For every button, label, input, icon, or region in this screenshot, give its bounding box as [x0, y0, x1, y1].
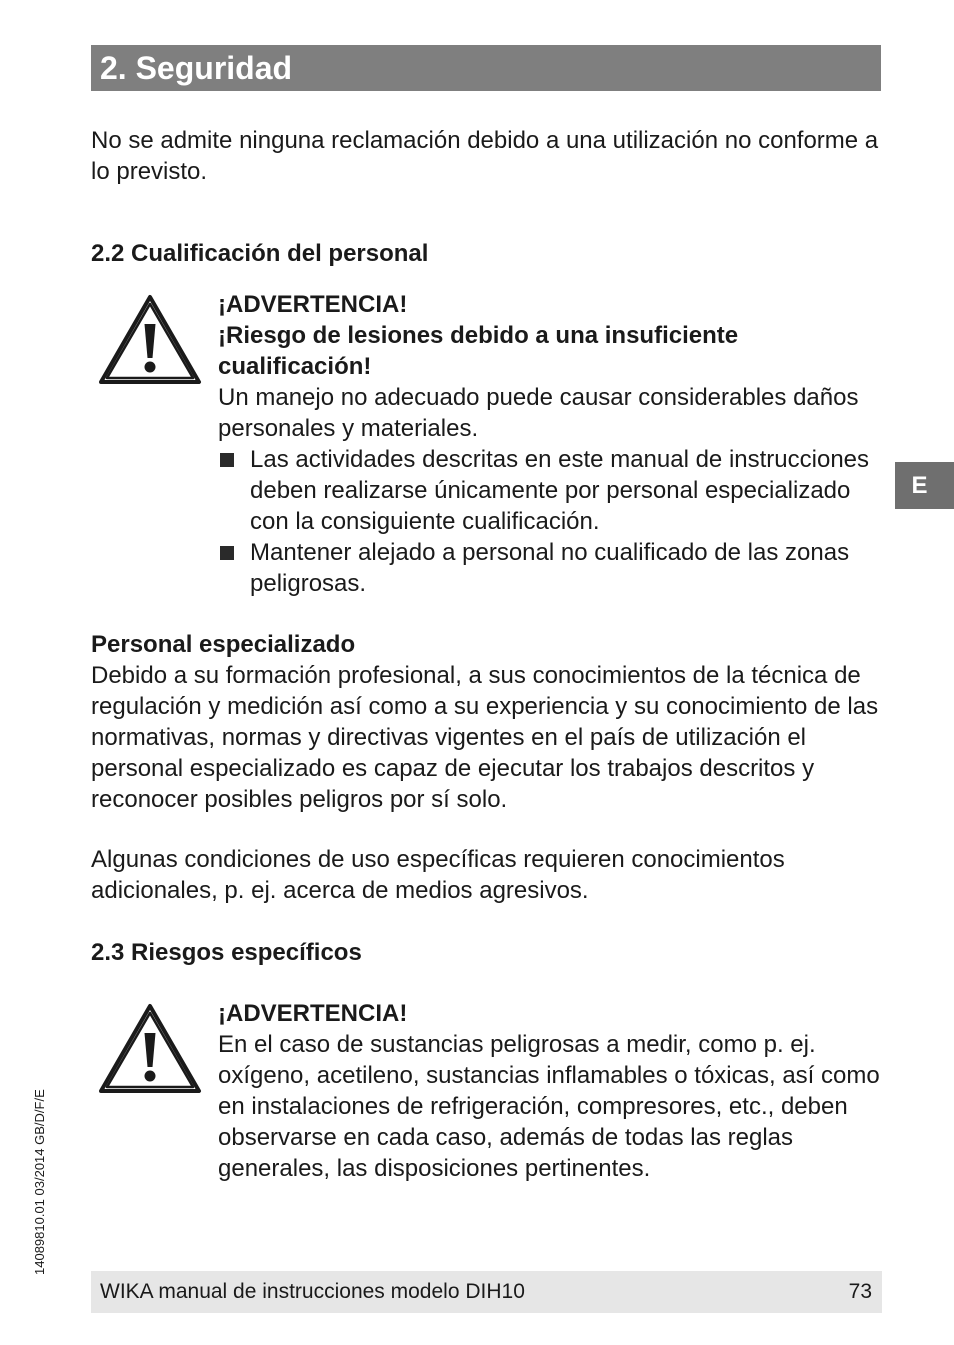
warning-triangle-icon: [98, 294, 202, 386]
warning-title: ¡ADVERTENCIA!: [218, 1000, 408, 1027]
document-code: 14089810.01 03/2014 GB/D/F/E: [32, 1089, 47, 1275]
section-title-bar: [91, 45, 881, 91]
specialized-personnel-paragraph: Debido a su formación profesional, a sus conocimientos de la técnica de regulación y medición así como a su experiencia y su conocimiento de las normativas, normas y directivas vigentes en el país de utilización el personal especializado es capaz de ejecutar los trabajos descritos y reconocer posibles peligros por sí solo.: [91, 662, 879, 813]
footer-text: WIKA manual de instrucciones modelo DIH10: [100, 1280, 525, 1303]
warning-block-specific-risks: [218, 998, 888, 1184]
list-item: Mantener alejado a personal no cualificado de las zonas peligrosas.: [218, 537, 888, 599]
bullet-square-icon: [220, 546, 234, 560]
page-number: 73: [848, 1280, 872, 1303]
specialized-personnel-heading: Personal especializado: [91, 631, 356, 658]
bullet-square-icon: [220, 453, 234, 467]
additional-knowledge-paragraph: Algunas condiciones de uso específicas requieren conocimientos adicionales, p. ej. acerca de medios agresivos.: [91, 846, 785, 904]
warning-subtitle: ¡Riesgo de lesiones debido a una insuficiente cualificación!: [218, 322, 739, 380]
language-tab: E: [895, 462, 954, 509]
warning-triangle-icon: [98, 1003, 202, 1095]
section-2-2-heading: 2.2 Cualificación del personal: [91, 240, 429, 267]
list-item: Las actividades descritas en este manual de instrucciones deben realizarse únicamente por personal especializado con la consiguiente cualificación.: [218, 444, 888, 537]
warning-title: ¡ADVERTENCIA!: [218, 291, 408, 318]
intro-paragraph: No se admite ninguna reclamación debido a una utilización no conforme a lo previsto.: [91, 127, 879, 185]
warning-text: Un manejo no adecuado puede causar considerables daños personales y materiales.: [218, 384, 859, 442]
page-title: 2. Seguridad: [100, 50, 293, 86]
section-2-3-heading: 2.3 Riesgos específicos: [91, 939, 362, 966]
warning-text: En el caso de sustancias peligrosas a medir, como p. ej. oxígeno, acetileno, sustancias inflamables o tóxicas, así como en instalaciones de refrigeración, compresores, etc., deben observarse en cada caso, además de todas las reglas generales, las disposiciones pertinentes.: [218, 1031, 880, 1182]
warning-bullet-list: [218, 444, 888, 599]
warning-block-qualification: [218, 289, 888, 599]
page-footer: [91, 1271, 882, 1313]
